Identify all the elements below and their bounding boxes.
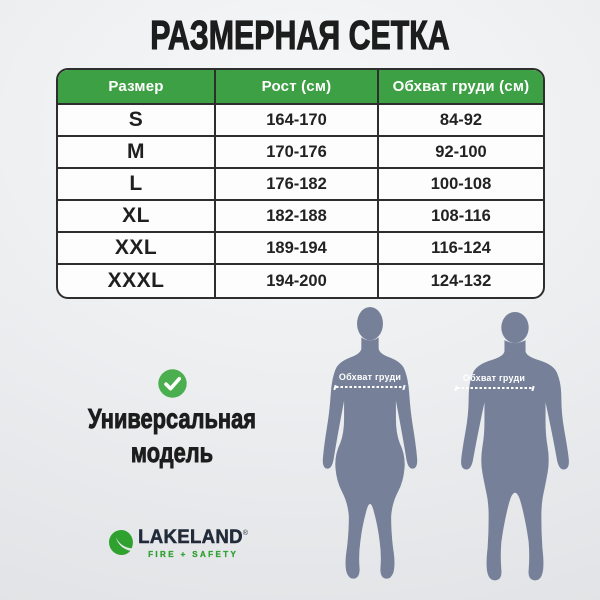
table-cell-size: M (58, 137, 216, 169)
table-cell-height: 194-200 (216, 265, 379, 297)
size-table (56, 68, 545, 299)
table-cell-chest: 100-108 (379, 169, 543, 201)
male-chest-label: Обхват груди (462, 373, 526, 383)
female-silhouette (298, 306, 442, 590)
logo-brand (138, 528, 248, 547)
female-chest-label: Обхват груди (338, 372, 402, 382)
male-silhouette (436, 311, 594, 588)
logo-tagline: FIRE + SAFETY (148, 549, 239, 559)
table-cell-height: 176-182 (216, 169, 379, 201)
table-cell-size: XXL (58, 233, 216, 265)
table-cell-chest: 108-116 (379, 201, 543, 233)
male-measure-line (457, 387, 532, 389)
table-cell-height: 182-188 (216, 201, 379, 233)
col-header-height: Рост (см) (216, 70, 379, 105)
table-cell-chest: 124-132 (430, 271, 492, 290)
col-header-chest: Обхват груди (см) (379, 70, 543, 105)
check-circle-icon (157, 368, 188, 399)
logo-text (137, 528, 249, 559)
lakeland-logo (108, 528, 249, 559)
table-cell-size: L (58, 169, 216, 201)
table-cell-height: 189-194 (216, 233, 379, 265)
table-cell-chest: 116-124 (379, 233, 543, 265)
universal-model-label: Универсальная модель (88, 403, 256, 469)
table-cell-height: 164-170 (216, 105, 379, 137)
registered-mark: ® (242, 530, 249, 537)
table-cell-size: XXXL (58, 265, 216, 297)
col-header-size: Размер (58, 70, 216, 105)
table-cell-size: S (58, 105, 216, 137)
table-cell-chest: 92-100 (379, 137, 543, 169)
leaf-icon (108, 529, 135, 556)
page-title: РАЗМЕРНАЯ СЕТКА (150, 12, 450, 58)
female-measure-line (336, 386, 403, 388)
logo-brand-name: LAKELAND (138, 527, 243, 548)
table-cell-size: XL (58, 201, 216, 233)
table-cell-height: 170-176 (216, 137, 379, 169)
table-cell-chest: 84-92 (379, 105, 543, 137)
